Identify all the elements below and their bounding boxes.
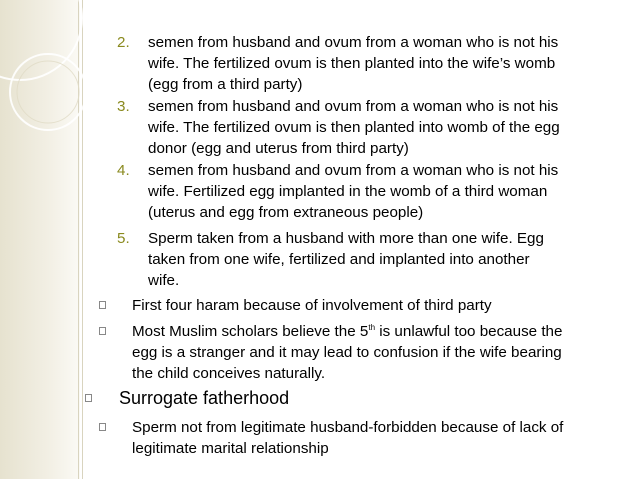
item-line: wife. — [148, 272, 180, 289]
text-fragment: Most Muslim scholars believe the 5 — [132, 323, 369, 340]
bullet-text — [132, 417, 602, 459]
item-text — [148, 96, 608, 159]
item-line: taken from one wife, fertilized and implanted into another — [148, 251, 530, 268]
bullet-icon — [85, 394, 92, 402]
item-number: 4. — [117, 162, 130, 179]
item-line: wife. Fertilized egg implanted in the womb of a third woman — [148, 183, 548, 200]
item-line: semen from husband and ovum from a woman who is not his — [148, 34, 559, 51]
item-text — [148, 228, 608, 291]
bullet-text — [132, 321, 602, 384]
bullet-line: egg is a stranger and it may lead to confusion if the wife bearing — [132, 344, 562, 361]
item-line: wife. The fertilized ovum is then planted into the wife’s womb — [148, 55, 556, 72]
item-line: semen from husband and ovum from a woman who is not his — [148, 162, 559, 179]
bullet-line — [132, 321, 602, 342]
bullet-line: Sperm not from legitimate husband-forbidden because of lack of — [132, 419, 564, 436]
section-heading: Surrogate fatherhood — [119, 388, 290, 408]
item-line: semen from husband and ovum from a woman who is not his — [148, 98, 559, 115]
text-fragment: is unlawful too because the — [375, 323, 563, 340]
bullet-icon — [99, 301, 106, 309]
item-line: Sperm taken from a husband with more than one wife. Egg — [148, 230, 544, 247]
bullet-line: legitimate marital relationship — [132, 440, 329, 457]
item-line: (egg from a third party) — [148, 76, 303, 93]
item-number: 2. — [117, 34, 130, 51]
item-text — [148, 160, 608, 223]
item-line: donor (egg and uterus from third party) — [148, 140, 409, 157]
item-line: wife. The fertilized ovum is then planted into womb of the egg — [148, 119, 560, 136]
bullet-icon — [99, 423, 106, 431]
item-number: 3. — [117, 98, 130, 115]
item-line: (uterus and egg from extraneous people) — [148, 204, 424, 221]
item-text — [148, 32, 608, 95]
bullet-line: the child conceives naturally. — [132, 365, 326, 382]
ordinal-superscript: th — [368, 322, 376, 332]
bullet-text: First four haram because of involvement of third party — [132, 297, 492, 314]
item-number: 5. — [117, 230, 130, 247]
bullet-icon — [99, 327, 106, 335]
